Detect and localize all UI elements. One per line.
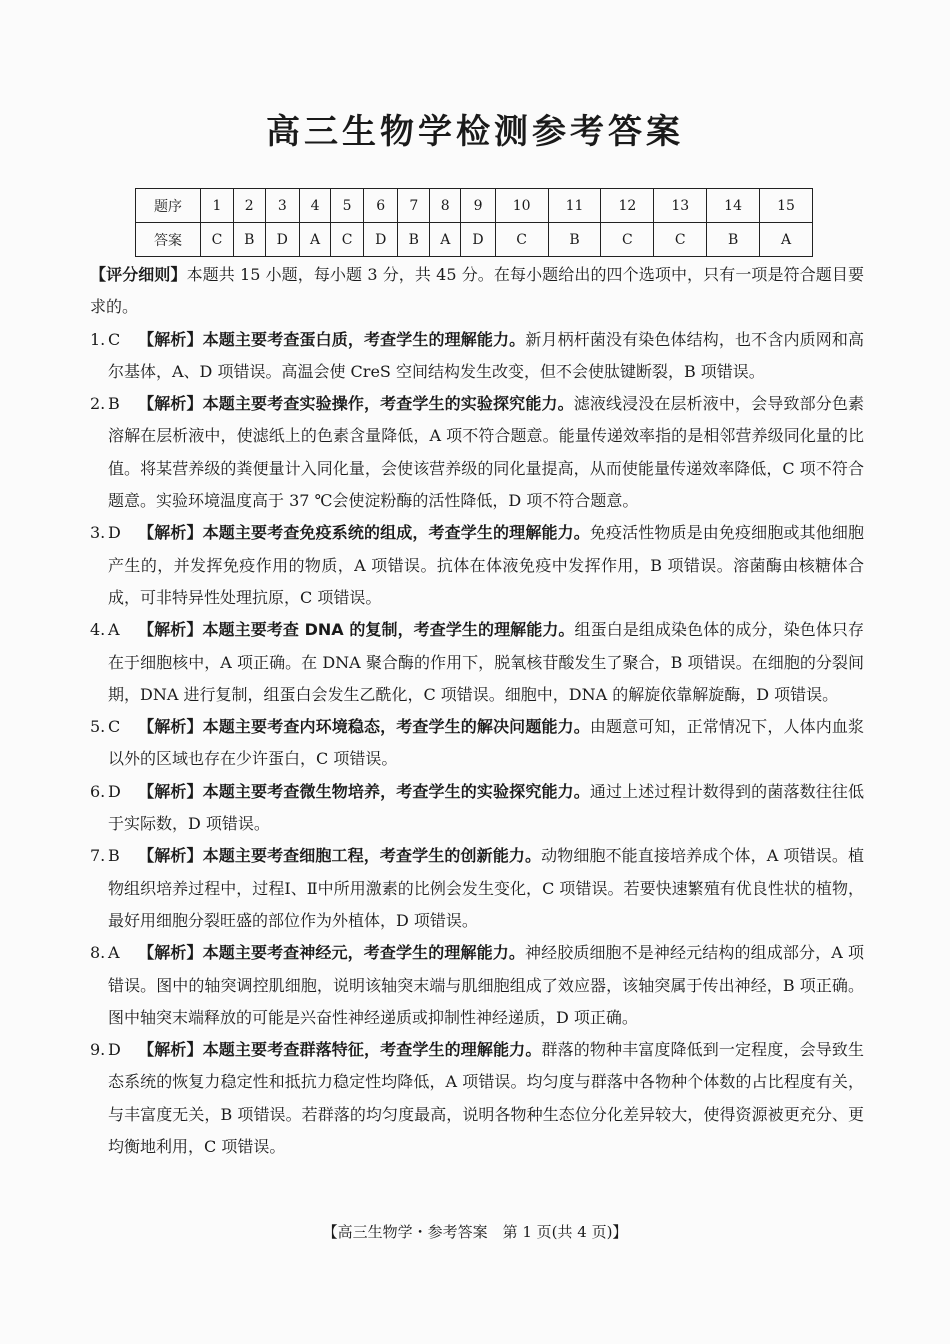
question-number-cell: 3 [265, 189, 299, 223]
question-number-row [136, 189, 813, 223]
answer-table [135, 188, 813, 257]
item-number: 8. [90, 943, 106, 963]
item-lead: 【解析】本题主要考查微生物培养，考查学生的实验探究能力。 [138, 781, 590, 801]
answer-cell: C [201, 223, 234, 257]
answer-cell: D [364, 223, 398, 257]
item-lead: 【解析】本题主要考查 DNA 的复制，考查学生的理解能力。 [138, 620, 575, 640]
item-text: 组蛋白是组成染色体的成分，染色体只存在于细胞核中，A 项正确。在 DNA 聚合酶的作用下，脱氧核苷酸发生了聚合，B 项错误。在细胞的分裂间期，DNA 进行复制，组蛋白会发生乙酰化，C 项错误。细胞中，DNA 的解旋依靠解旋酶，D 项错误。 [108, 620, 864, 704]
explanation-item-3 [90, 517, 864, 614]
scoring-rules [90, 259, 864, 324]
question-number-header: 题序 [136, 189, 201, 223]
answer-cell: C [495, 223, 548, 257]
explanation-item-5 [90, 711, 864, 776]
question-number-cell: 5 [331, 189, 364, 223]
item-answer: C [108, 717, 121, 737]
item-number: 2. [90, 394, 106, 414]
item-answer: B [108, 394, 120, 414]
item-lead: 【解析】本题主要考查内环境稳态，考查学生的解决问题能力。 [138, 717, 590, 737]
question-number-cell: 8 [430, 189, 461, 223]
answer-cell: B [233, 223, 265, 257]
item-answer: B [108, 846, 120, 866]
item-lead: 【解析】本题主要考查蛋白质，考查学生的理解能力。 [138, 329, 526, 349]
item-lead: 【解析】本题主要考查实验操作，考查学生的实验探究能力。 [138, 394, 574, 414]
item-answer: A [108, 943, 120, 963]
item-number: 6. [90, 781, 106, 801]
item-number: 4. [90, 620, 106, 640]
item-number: 3. [90, 523, 106, 543]
scoring-rules-label: 【评分细则】 [90, 265, 187, 284]
question-number-cell: 2 [233, 189, 265, 223]
item-number: 5. [90, 717, 106, 737]
question-number-cell: 4 [299, 189, 330, 223]
item-lead: 【解析】本题主要考查群落特征，考查学生的理解能力。 [138, 1040, 542, 1060]
explanation-item-1 [90, 324, 864, 389]
explanation-item-7 [90, 840, 864, 937]
answer-cell: C [331, 223, 364, 257]
item-answer: A [108, 620, 120, 640]
page-title: 高三生物学检测参考答案 [266, 112, 684, 152]
answer-cell: B [548, 223, 601, 257]
answer-cell: A [760, 223, 813, 257]
item-text: 滤液线浸没在层析液中，会导致部分色素溶解在层析液中，使滤纸上的色素含量降低，A 项不符合题意。能量传递效率指的是相邻营养级同化量的比值。将某营养级的粪便量计入同化量，会使该营养级的同化量提高，从而使能量传递效率降低，C 项不符合题意。实验环境温度高于 37 ℃会使淀粉酶的活性降低，D 项不符合题意。 [108, 394, 864, 511]
answer-row [136, 223, 813, 257]
question-number-cell: 15 [760, 189, 813, 223]
answer-cell: A [430, 223, 461, 257]
item-number: 9. [90, 1040, 106, 1060]
answer-cell: C [654, 223, 707, 257]
explanation-item-8 [90, 937, 864, 1034]
item-text: 免疫活性物质是由免疫细胞或其他细胞产生的，并发挥免疫作用的物质，A 项错误。抗体在体液免疫中发挥作用，B 项错误。溶菌酶由核糖体合成，可非特异性处理抗原，C 项错误。 [108, 523, 864, 607]
item-text: 神经胶质细胞不是神经元结构的组成部分，A 项错误。图中的轴突调控肌细胞，说明该轴突末端与肌细胞组成了效应器，该轴突属于传出神经，B 项正确。图中轴突末端释放的可能是兴奋性神经递质或抑制性神经递质，D 项正确。 [108, 943, 864, 1027]
explanation-item-4 [90, 614, 864, 711]
question-number-cell: 10 [495, 189, 548, 223]
item-text: 动物细胞不能直接培养成个体，A 项错误。植物组织培养过程中，过程Ⅰ、Ⅱ中所用激素的比例会发生变化，C 项错误。若要快速繁殖有优良性状的植物，最好用细胞分裂旺盛的部位作为外植体，D 项错误。 [108, 846, 864, 930]
explanations [90, 259, 864, 1163]
item-text: 新月柄杆菌没有染色体结构，也不含内质网和高尔基体，A、D 项错误。高温会使 CreS 空间结构发生改变，但不会使肽键断裂，B 项错误。 [108, 329, 864, 381]
item-answer: C [108, 329, 121, 349]
answer-cell: D [265, 223, 299, 257]
item-answer: D [108, 781, 121, 801]
question-number-cell: 11 [548, 189, 601, 223]
item-answer: D [108, 1040, 121, 1060]
explanation-item-9 [90, 1034, 864, 1163]
question-number-cell: 1 [201, 189, 234, 223]
item-answer: D [108, 523, 121, 543]
answer-cell: B [707, 223, 760, 257]
item-text: 群落的物种丰富度降低到一定程度，会导致生态系统的恢复力稳定性和抵抗力稳定性均降低，A 项错误。均匀度与群落中各物种个体数的占比程度有关，与丰富度无关，B 项错误。若群落的均匀度最高，说明各物种生态位分化差异较大，使得资源被更充分、更均衡地利用，C 项错误。 [108, 1040, 864, 1157]
scoring-rules-text: 本题共 15 小题，每小题 3 分，共 45 分。在每小题给出的四个选项中，只有一项是符合题目要求的。 [90, 265, 864, 317]
page-footer: 【高三生物学・参考答案 第 1 页(共 4 页)】 [322, 1223, 628, 1241]
question-number-cell: 12 [601, 189, 654, 223]
answer-cell: A [299, 223, 330, 257]
question-number-cell: 6 [364, 189, 398, 223]
question-number-cell: 9 [461, 189, 495, 223]
answer-cell: C [601, 223, 654, 257]
question-number-cell: 14 [707, 189, 760, 223]
question-number-cell: 7 [398, 189, 430, 223]
explanation-item-6 [90, 776, 864, 841]
answer-cell: B [398, 223, 430, 257]
answer-cell: D [461, 223, 495, 257]
answer-header: 答案 [136, 223, 201, 257]
item-lead: 【解析】本题主要考查神经元，考查学生的理解能力。 [138, 943, 525, 963]
item-number: 1. [90, 329, 106, 349]
item-text: 通过上述过程计数得到的菌落数往往低于实际数，D 项错误。 [108, 781, 864, 834]
item-number: 7. [90, 846, 106, 866]
item-lead: 【解析】本题主要考查细胞工程，考查学生的创新能力。 [138, 846, 542, 866]
item-text: 由题意可知，正常情况下，人体内血浆以外的区域也存在少许蛋白，C 项错误。 [108, 717, 864, 769]
item-lead: 【解析】本题主要考查免疫系统的组成，考查学生的理解能力。 [138, 523, 590, 543]
question-number-cell: 13 [654, 189, 707, 223]
explanation-item-2 [90, 388, 864, 517]
